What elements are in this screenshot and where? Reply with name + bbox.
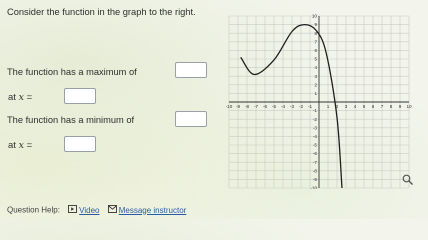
y-tick-label: -8: [312, 168, 317, 174]
x-tick-label: -3: [289, 104, 295, 109]
video-play-icon: [68, 205, 77, 215]
maximum-value-input[interactable]: [175, 62, 207, 78]
magnifier-icon[interactable]: [402, 173, 414, 191]
x-tick-label: -7: [253, 104, 259, 109]
question-help-bar: [7, 205, 186, 215]
x-tick-label: -6: [262, 104, 268, 109]
x-tick-label: 6: [371, 104, 375, 109]
y-tick-label: -4: [312, 134, 317, 139]
x-tick-label: 2: [335, 104, 339, 109]
function-graph: [226, 3, 422, 189]
y-tick-label: 10: [311, 13, 317, 19]
y-tick-label: -1: [312, 108, 317, 114]
maximum-equals-sign: =: [26, 92, 33, 103]
envelope-icon: [108, 205, 117, 215]
y-tick-label: 3: [314, 73, 317, 79]
question-prompt: Consider the function in the graph to the right.: [7, 7, 196, 17]
minimum-label: The function has a minimum of: [7, 115, 135, 125]
x-tick-label: 9: [398, 104, 402, 109]
y-tick-label: 2: [314, 82, 317, 88]
y-tick-label: 8: [314, 30, 317, 36]
y-tick-label: -10: [310, 185, 317, 189]
y-tick-label: -6: [312, 151, 317, 157]
minimum-value-input[interactable]: [175, 111, 207, 127]
maximum-at-label: at: [8, 92, 16, 103]
y-tick-label: -9: [312, 177, 317, 182]
x-tick-label: 10: [406, 104, 412, 109]
message-instructor-link[interactable]: Message instructor: [118, 205, 187, 215]
x-tick-label: 5: [362, 104, 366, 109]
x-tick-label: -1: [307, 104, 313, 109]
x-tick-label: 4: [353, 104, 357, 109]
y-tick-label: 1: [314, 91, 317, 96]
maximum-label: The function has a maximum of: [7, 67, 137, 77]
x-tick-label: 1: [326, 104, 330, 109]
x-tick-label: -10: [226, 104, 233, 109]
question-help-label: Question Help:: [7, 205, 60, 215]
y-tick-label: 4: [314, 65, 317, 71]
minimum-x-input[interactable]: [64, 136, 96, 152]
y-tick-label: 5: [314, 56, 317, 62]
x-tick-label: 8: [389, 104, 393, 109]
x-tick-label: -8: [244, 104, 250, 109]
y-tick-label: -3: [312, 125, 317, 131]
minimum-equals-sign: =: [26, 140, 33, 151]
maximum-x-equation: [8, 92, 32, 103]
x-tick-label: -9: [235, 104, 241, 109]
y-tick-label: -2: [312, 116, 317, 122]
y-tick-label: 9: [314, 22, 317, 28]
minimum-at-label: at: [8, 140, 16, 151]
maximum-x-variable: x: [18, 92, 24, 103]
y-tick-label: 6: [314, 48, 317, 53]
x-tick-label: -5: [271, 104, 277, 109]
y-tick-label: -5: [312, 142, 317, 148]
video-link[interactable]: Video: [79, 205, 100, 215]
x-tick-label: 3: [344, 104, 348, 109]
x-tick-label: -2: [298, 104, 304, 109]
y-tick-label: -7: [312, 159, 317, 165]
minimum-x-variable: x: [18, 140, 24, 151]
maximum-x-input[interactable]: [64, 88, 96, 104]
x-tick-label: -4: [280, 104, 286, 109]
x-tick-label: 7: [380, 104, 384, 109]
y-tick-label: 7: [314, 39, 317, 45]
minimum-x-equation: [8, 140, 32, 151]
